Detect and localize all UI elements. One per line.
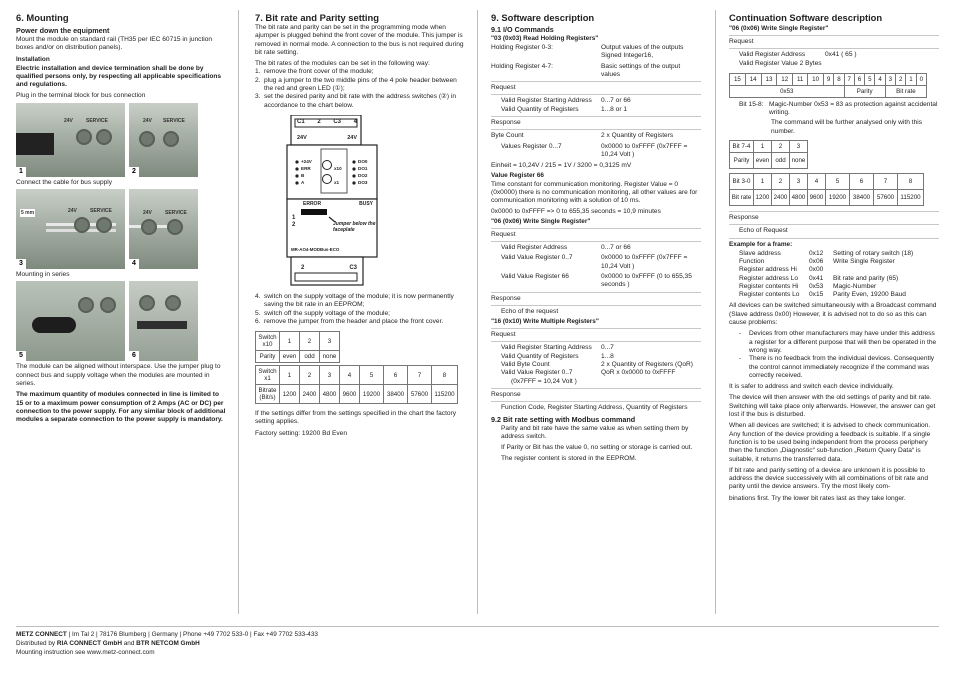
paragraph: If the settings differ from the settings specified in the chart the factory setting applies. bbox=[255, 410, 457, 426]
table-cell: 2 bbox=[300, 366, 320, 385]
frame-cell: Magic-Number bbox=[833, 282, 877, 290]
list-item: 1. remove the front cover of the module; bbox=[255, 68, 374, 76]
frame-cell: Register address Lo bbox=[739, 274, 799, 282]
table-cell: 7 bbox=[874, 174, 898, 190]
label: Valid Value Register 66 bbox=[501, 272, 569, 280]
frame-cell: 0x12 bbox=[809, 249, 824, 257]
bit-cell: 12 bbox=[777, 73, 793, 85]
frame-row bbox=[729, 283, 939, 291]
value: 2 x Quantity of Registers (QoR) bbox=[601, 361, 693, 369]
bitrate-table bbox=[729, 173, 924, 206]
table-cell: even bbox=[754, 153, 772, 169]
bitrate-column bbox=[255, 10, 467, 441]
bit-cell: 14 bbox=[745, 73, 761, 85]
frame-row bbox=[729, 258, 939, 266]
subheading: Power down the equipment bbox=[16, 26, 110, 35]
table-cell: 2 bbox=[772, 174, 790, 190]
address-line: | Im Tal 2 | 78176 Blumberg | Germany | Phone +49 7702 533-0 | Fax +49 7702 533-433 bbox=[66, 631, 318, 638]
bit-cell: 3 bbox=[885, 73, 895, 85]
terminal-label: 2 bbox=[301, 264, 305, 271]
table-cell: none bbox=[790, 153, 808, 169]
voltage-label: 24V bbox=[297, 134, 307, 141]
jumper-note: Jumper below the faceplate bbox=[333, 220, 376, 233]
response-label: Response bbox=[491, 390, 521, 398]
footer bbox=[16, 626, 939, 657]
frame-cell: Register contents Lo bbox=[739, 291, 800, 299]
frame-cell: 0x15 bbox=[809, 291, 824, 299]
address-switch-label: x1 bbox=[334, 179, 340, 185]
photo-grid-middle bbox=[16, 189, 198, 269]
value: (0x7FFF = 10,24 Volt ) bbox=[511, 377, 577, 385]
paragraph: It is safer to address and switch each device individually. bbox=[729, 383, 894, 391]
label: Valid Value Register 0..7 bbox=[501, 369, 573, 377]
frame-cell: Setting of rotary switch (18) bbox=[833, 249, 914, 257]
terminal-label: 2 bbox=[317, 118, 321, 125]
photo-number: 3 bbox=[16, 259, 26, 269]
paragraph: If Parity or Bit has the value 0, no setting or storage is carried out. bbox=[501, 444, 693, 452]
value: 0x0000 to 0xFFFF (0x7FFF = 10,24 Volt ) bbox=[601, 254, 688, 270]
terminal-label: 4 bbox=[353, 118, 357, 125]
label: Bit 15-8: bbox=[739, 100, 764, 108]
table-cell: 1 bbox=[280, 366, 300, 385]
led-label: DO2 bbox=[358, 172, 368, 178]
section-title: 9. Software description bbox=[491, 12, 595, 23]
table-cell: 115200 bbox=[432, 385, 458, 404]
frame-cell: Register address Hi bbox=[739, 266, 797, 274]
frame-cell: Parity Even, 19200 Baud bbox=[833, 291, 906, 299]
table-cell: 0x53 bbox=[730, 85, 845, 97]
request-label: Request bbox=[729, 38, 754, 45]
terminal-label: C3 bbox=[349, 264, 357, 271]
frame-cell: 0x41 bbox=[809, 274, 824, 282]
table-cell: 4 bbox=[340, 366, 360, 385]
photo-text: 24V bbox=[143, 117, 152, 124]
table-cell: even bbox=[280, 351, 300, 363]
value: 0x0000 to 0xFFFF (0 to 655,35 seconds ) bbox=[601, 272, 692, 289]
label: Holding Register 4-7: bbox=[491, 62, 553, 70]
label: Valid Register Value 2 Bytes bbox=[739, 59, 822, 67]
table-cell: Switch x10 bbox=[256, 332, 280, 351]
table-cell: 9600 bbox=[340, 385, 360, 404]
response-label: Response bbox=[729, 214, 759, 222]
section-title: 7. Bit rate and Parity setting bbox=[255, 12, 379, 23]
section-title: 6. Mounting bbox=[16, 12, 69, 23]
table-cell: Bit rate bbox=[730, 190, 754, 206]
table-cell: 1 bbox=[280, 332, 300, 351]
paragraph: The register content is stored in the EEPROM. bbox=[501, 455, 637, 463]
table-cell: Parity bbox=[256, 351, 280, 363]
value: Echo of Request bbox=[739, 227, 788, 235]
terminal-label: C1 bbox=[297, 118, 305, 125]
label: Valid Quantity of Registers bbox=[501, 105, 579, 113]
photo-text: 24V bbox=[143, 210, 152, 217]
frame-cell: Write Single Register bbox=[833, 257, 895, 265]
table-cell: 1200 bbox=[280, 385, 300, 404]
list-item: 5. switch off the supply voltage of the module; bbox=[255, 309, 390, 317]
command-heading: "03 (0x03) Read Holding Registers" bbox=[491, 35, 599, 42]
example-heading: Example for a frame: bbox=[729, 240, 793, 248]
table-cell: Bit 7-4 bbox=[730, 141, 754, 153]
table-cell: 4800 bbox=[790, 190, 808, 206]
label: Values Register 0...7 bbox=[501, 142, 562, 150]
photo-number: 2 bbox=[129, 167, 139, 177]
frame-row bbox=[729, 266, 939, 274]
paragraph: If bit rate and parity setting of a device are unknown it is possible to address the device successively with all combinations of bit rate and parity until the device answers. Try the most likely com- bbox=[729, 466, 929, 491]
photo-number: 5 bbox=[16, 351, 26, 361]
photo-number: 1 bbox=[16, 167, 26, 177]
installation-heading: Installation bbox=[16, 55, 50, 63]
bit-cell: 10 bbox=[808, 73, 824, 85]
value: Function Code, Register Starting Address, Quantity of Registers bbox=[501, 404, 688, 412]
led-label: B bbox=[301, 172, 305, 178]
value: 1...8 or 1 bbox=[601, 105, 628, 113]
model-label: MR-AO4-MODBus-ECO bbox=[291, 246, 340, 252]
table-cell: 4 bbox=[808, 174, 826, 190]
photo-text: SERVICE bbox=[165, 210, 187, 217]
led-label: DO1 bbox=[358, 165, 368, 171]
led-label: DO0 bbox=[358, 158, 368, 164]
frame-cell: Register contents Hi bbox=[739, 282, 799, 290]
continuation-column: Continuation Software description "06 (0x06) Write Single Register" Request Valid Register Address 0x41 ( 65 ) Valid Register Value 2 Bytes 15 14 13 12 11 10 9 8 7 6 5 4 3 2 1 0 0x53 Parity Bit rate Bit 15-8: Magic-Number 0x53 = 83 as protection against accidental writing. The command will be further analysed only with this number. Bit 7-4 1 2 3 Parity even odd none Bit 3-0 1 2 3 4 5 6 7 8 Bit rate 1200 2400 4800 9600 19200 38400 57600 115200 Response Echo of Request Example for a frame: Slave address 0x12 Setting of rotary switch (18) Function 0x06 Write Single Register Register address Hi 0x00 Register address Lo 0x41 Bit rate and parity (65) Register contents Hi 0x53 Magic-Number Register contents Lo 0x15 Parity Even, 19200 Baud All devices can be switched simultaneously with a Broadcast command (Slave address 0x00) However, it is advised not to do so as this can cause problems: - Devices from other manufacturers may have under this address a register for a different purpose that will then be operated in the wrong way. - There is no feedback from the individual devices. Consequently the control cannot immediately recognize if the command was correctly received. It is safer to address and switch each device individually. The device will then answer with the old settings of parity and bit rate. Switching will take place only afterwards. However, the answer can get lost if the bus is disturbed. When all devices are switched; it is advised to check communication. Any function of the device providing a feedback is suitable. If a single function is to be used being independent from the process periphery then the function „Diagnostic“ sub-function „Return Query Data“ is suitable, it returns the transferred data. If bit rate and parity setting of a device are unknown it is possible to address the device successively with all combinations of bit rate and parity until the device answers. Try the most likely com- binations first. Try the lower bit rates last as they take longer. bbox=[729, 12, 938, 502]
bitrate-table bbox=[255, 365, 458, 404]
value: 0x0000 to 0xFFFF (0x7FFF = 10,24 Volt ) bbox=[601, 142, 688, 158]
table-cell: 2 bbox=[772, 141, 790, 153]
paragraph: binations first. Try the lower bit rates last as they take longer. bbox=[729, 494, 906, 502]
led-label: A bbox=[301, 179, 305, 185]
table-cell: 4800 bbox=[320, 385, 340, 404]
photo bbox=[16, 189, 125, 269]
photo-text: SERVICE bbox=[163, 117, 185, 124]
table-cell: none bbox=[320, 351, 340, 363]
command-heading: "06 (0x06) Write Single Register" bbox=[491, 217, 591, 225]
bit-cell: 7 bbox=[844, 73, 854, 85]
paragraph: When all devices are switched; it is advised to check communication. Any function of the device providing a feedback is suitable. If a single function is to be used being independent from the process periphery then the function „Diagnostic“ sub-function „Return Query Data“ is suitable, it returns the transferred data. bbox=[729, 422, 931, 463]
software-column bbox=[491, 10, 701, 467]
photo-text: SERVICE bbox=[86, 117, 108, 124]
parity-table bbox=[729, 140, 808, 169]
table-cell: Bitrate (Bit/s) bbox=[256, 385, 280, 404]
table-cell: 6 bbox=[384, 366, 408, 385]
frame-row bbox=[729, 291, 939, 299]
label: Holding Register 0-3: bbox=[491, 44, 553, 51]
photo-grid-top bbox=[16, 103, 198, 177]
terminal-label: C3 bbox=[333, 118, 341, 125]
bit-cell: 5 bbox=[865, 73, 875, 85]
photo-text: SERVICE bbox=[90, 208, 112, 215]
frame-row bbox=[729, 250, 939, 258]
frame-cell: 0x00 bbox=[809, 266, 824, 274]
photo bbox=[129, 189, 198, 269]
table-cell: 1 bbox=[754, 141, 772, 153]
list-item: 3. set the desired parity and bit rate with the address switches (②) in accordance to the chart below. bbox=[255, 93, 457, 109]
bit-cell: 13 bbox=[761, 73, 777, 85]
table-cell: Parity bbox=[730, 153, 754, 169]
bit-cell: 15 bbox=[730, 73, 746, 85]
table-cell: 7 bbox=[408, 366, 432, 385]
table-cell: 3 bbox=[320, 366, 340, 385]
photo bbox=[16, 103, 125, 177]
paragraph: Einheit = 10,24V / 215 = 1V / 3200 = 0,3125 mV bbox=[491, 162, 632, 170]
table-cell: 9600 bbox=[808, 190, 826, 206]
paragraph: The bit rates of the modules can be set in the following way: bbox=[255, 60, 430, 68]
label: Valid Value Register 0..7 bbox=[501, 254, 573, 262]
frame-cell: Bit rate and parity (65) bbox=[833, 274, 899, 282]
bullet-text: Devices from other manufacturers may have under this address a register for a different purpose that will then be operated in the wrong way. bbox=[749, 330, 937, 354]
table-cell: 1 bbox=[754, 174, 772, 190]
paragraph: The device will then answer with the old settings of parity and bit rate. Switching will take place only afterwards. However, the answer can get lost if the bus is disturbed. bbox=[729, 394, 936, 419]
value: 2 x Quantity of Registers bbox=[601, 132, 674, 140]
list-item: 2. plug a jumper to the two middle pins of the 4 pole header between the red and green LED (①); bbox=[255, 76, 457, 93]
frame-cell: 0x06 bbox=[809, 257, 824, 265]
value: 0...7 bbox=[601, 344, 614, 352]
steps-list bbox=[255, 293, 467, 326]
table-cell: 8 bbox=[432, 366, 458, 385]
footer-link-text: Mounting instruction see www.metz-connect.com bbox=[16, 648, 155, 656]
frame-cell: 0x53 bbox=[809, 282, 824, 290]
bullet-text: There is no feedback from the individual devices. Consequently the control cannot immediately recognize if the command was correctly received. bbox=[749, 355, 935, 379]
value: The command will be further analysed only with this number. bbox=[771, 119, 922, 135]
table-cell: Switch x1 bbox=[256, 366, 280, 385]
section-title: Continuation Software description bbox=[729, 12, 883, 23]
value: 0...7 or 66 bbox=[601, 97, 631, 105]
table-cell: 19200 bbox=[360, 385, 384, 404]
frame-table bbox=[729, 250, 939, 300]
value: Output values of the outputs Signed Integer16, bbox=[601, 44, 684, 60]
photo-text: 24V bbox=[64, 117, 73, 124]
label: Valid Register Address bbox=[501, 244, 568, 252]
parity-table bbox=[255, 331, 340, 363]
photo bbox=[129, 281, 198, 361]
photo-number: 4 bbox=[129, 259, 139, 269]
table-cell: 2400 bbox=[772, 190, 790, 206]
column-divider bbox=[477, 10, 478, 614]
company-name: BTR NETCOM GmbH bbox=[136, 639, 200, 647]
value: QoR x 0x0000 to 0xFFFF bbox=[601, 369, 676, 377]
callout-number: 1 bbox=[292, 214, 296, 221]
caption: Plug in the terminal block for bus connection bbox=[16, 92, 146, 100]
caption: Connect the cable for bus supply bbox=[16, 178, 113, 186]
photo-grid-bottom bbox=[16, 281, 198, 361]
led-label: DO3 bbox=[358, 179, 368, 185]
bit-cell: 2 bbox=[896, 73, 906, 85]
subheading: 9.1 I/O Commands bbox=[491, 25, 554, 34]
list-item: 6. remove the jumper from the header and place the front cover. bbox=[255, 317, 444, 325]
value: 1...8 bbox=[601, 352, 614, 360]
paragraph: The bit rate and parity can be set in the programming mode when ajumper is plugged behind the front cover of the module. This jumper is removed in normal mode. A connection to the bus is not required during bit rate setting. bbox=[255, 24, 464, 56]
paragraph: All devices can be switched simultaneously with a Broadcast command (Slave address 0x00) However, it is advised not to do so as this can cause problems: bbox=[729, 302, 937, 327]
table-cell: 2 bbox=[300, 332, 320, 351]
frame-cell: Slave address bbox=[739, 249, 781, 257]
table-cell: Bit 3-0 bbox=[730, 174, 754, 190]
led-label: ERR bbox=[301, 165, 311, 171]
paragraph: 0x0000 to 0xFFFF => 0 to 655,35 seconds = 10,9 minutes bbox=[491, 208, 661, 216]
table-cell: 57600 bbox=[874, 190, 898, 206]
table-cell: 3 bbox=[320, 332, 340, 351]
warning-paragraph: The maximum quantity of modules connected in line is limited to 15 or to a maximum power consumption of 2 Amps (AC or DC) per connection to the power supply. For any similar block of additional modules a separate connection to the power supply is mandatory. bbox=[16, 391, 226, 424]
command-heading: "06 (0x06) Write Single Register" bbox=[729, 25, 829, 32]
register-bit-table bbox=[729, 73, 927, 98]
value: Echo of the request bbox=[501, 307, 559, 315]
table-cell: 38400 bbox=[384, 385, 408, 404]
value: 0...7 or 66 bbox=[601, 244, 631, 252]
footer-text: and bbox=[121, 639, 137, 647]
table-cell: 19200 bbox=[826, 190, 850, 206]
label: Valid Register Address bbox=[739, 51, 806, 59]
steps-list bbox=[255, 68, 467, 109]
table-cell: Bit rate bbox=[885, 85, 926, 97]
table-cell: 1200 bbox=[754, 190, 772, 206]
led-label: BUSY bbox=[359, 200, 373, 207]
value: Basic settings of the output values bbox=[601, 62, 681, 78]
column-divider bbox=[238, 10, 239, 614]
table-cell: 3 bbox=[790, 174, 808, 190]
address-switch-label: x10 bbox=[334, 165, 342, 171]
module-diagram bbox=[261, 115, 401, 287]
bit-cell: 4 bbox=[875, 73, 885, 85]
label: Valid Register Starting Address bbox=[501, 344, 592, 352]
paragraph: Parity and bit rate have the same value as when setting them by address switch. bbox=[501, 424, 689, 440]
table-cell: 6 bbox=[850, 174, 874, 190]
paragraph: The module can be aligned without interspace. Use the jumper plug to connect bus and supply voltage when the modules are mounted in series. bbox=[16, 363, 221, 387]
subheading: Value Register 66 bbox=[491, 171, 544, 179]
request-label: Request bbox=[491, 331, 516, 339]
photo-number: 6 bbox=[129, 351, 139, 361]
paragraph: Factory setting: 19200 Bd Even bbox=[255, 429, 348, 437]
photo-text: 5 mm bbox=[21, 210, 35, 217]
photo-text: 24V bbox=[68, 208, 77, 215]
table-cell: 115200 bbox=[898, 190, 924, 206]
bit-cell: 0 bbox=[916, 73, 926, 85]
voltage-label: 24V bbox=[347, 134, 357, 141]
request-label: Request bbox=[491, 230, 516, 238]
list-item: 4. switch on the supply voltage of the module; it is now permanently saving the bit rate in an EEPROM; bbox=[255, 292, 454, 309]
warning-paragraph: Electric installation and device termination shall be done by qualified persons only, by respecting all applicable specifications and regulations. bbox=[16, 64, 222, 89]
led-label: +24V bbox=[301, 158, 312, 164]
response-label: Response bbox=[491, 119, 521, 127]
bit-cell: 9 bbox=[823, 73, 833, 85]
subheading: 9.2 Bit rate setting with Modbus command bbox=[491, 414, 636, 424]
response-label: Response bbox=[491, 294, 521, 302]
table-cell: 8 bbox=[898, 174, 924, 190]
photo bbox=[16, 281, 125, 361]
table-cell: odd bbox=[300, 351, 320, 363]
table-cell: 2400 bbox=[300, 385, 320, 404]
frame-cell bbox=[833, 266, 939, 274]
table-cell: 3 bbox=[790, 141, 808, 153]
table-cell: 5 bbox=[826, 174, 850, 190]
company-name: METZ CONNECT bbox=[16, 631, 67, 638]
frame-cell: Function bbox=[739, 257, 765, 265]
column-divider bbox=[715, 10, 716, 614]
command-heading: "16 (0x10) Write Multiple Registers" bbox=[491, 318, 599, 326]
label: Byte Count bbox=[491, 132, 524, 140]
frame-row bbox=[729, 275, 939, 283]
bit-cell: 1 bbox=[906, 73, 916, 85]
bit-cell: 11 bbox=[793, 73, 808, 85]
caption: Mounting in series bbox=[16, 271, 70, 279]
request-label: Request bbox=[491, 84, 516, 92]
paragraph: Time constant for communication monitoring. Register Value = 0 (0x0000) there is no communication monitoring, all other values are for communication monitoring with a solution of 10 ms. bbox=[491, 180, 698, 205]
footer-text: Distributed by bbox=[16, 639, 57, 647]
table-cell: 57600 bbox=[408, 385, 432, 404]
led-label: ERROR bbox=[303, 200, 322, 207]
table-cell: odd bbox=[772, 153, 790, 169]
company-name: RIA CONNECT GmbH bbox=[56, 639, 122, 647]
bit-cell: 8 bbox=[834, 73, 844, 85]
label: Valid Quantity of Registers bbox=[501, 352, 579, 360]
value: Magic-Number 0x53 = 83 as protection against accidental writing. bbox=[769, 100, 938, 117]
callout-number: 2 bbox=[292, 221, 296, 228]
bit-cell: 6 bbox=[854, 73, 864, 85]
label: Valid Register Starting Address bbox=[501, 97, 592, 105]
table-cell: 5 bbox=[360, 366, 384, 385]
mounting-column bbox=[16, 10, 228, 427]
table-cell: 38400 bbox=[850, 190, 874, 206]
table-cell: Parity bbox=[844, 85, 885, 97]
value: 0x41 ( 65 ) bbox=[825, 51, 857, 59]
label: Valid Byte Count bbox=[501, 361, 550, 369]
photo bbox=[129, 103, 198, 177]
paragraph: Mount the module on standard rail (TH35 per IEC 60715 in junction boxes and/or on distribution panels). bbox=[16, 36, 213, 52]
